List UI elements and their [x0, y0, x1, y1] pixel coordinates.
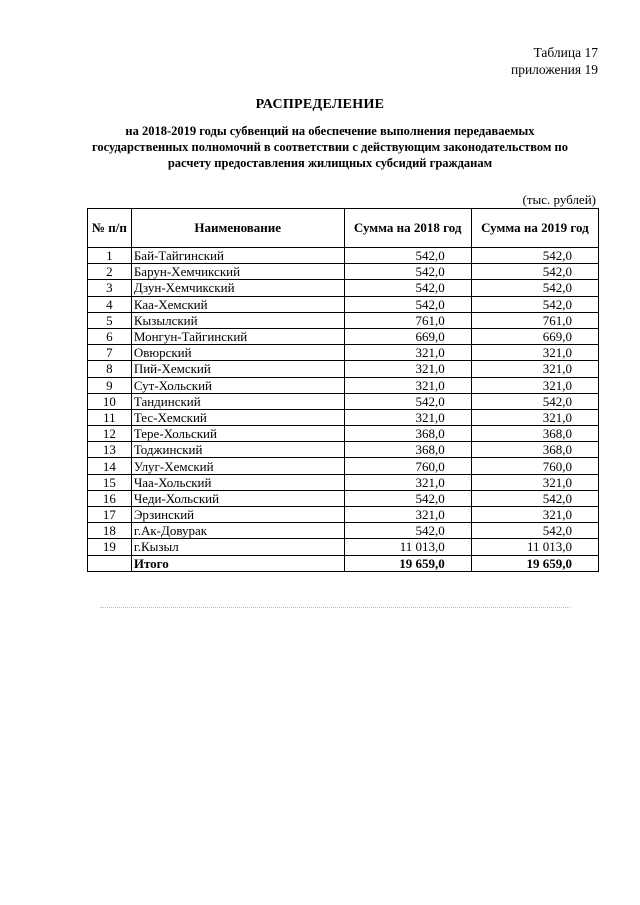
table-row — [88, 442, 599, 458]
row-amount-2018: 321,0 — [344, 409, 471, 425]
row-name: Монгун-Тайгинский — [131, 328, 344, 344]
row-name: Улуг-Хемский — [131, 458, 344, 474]
row-amount-2018: 321,0 — [344, 474, 471, 490]
row-num: 19 — [88, 539, 132, 555]
row-num: 8 — [88, 361, 132, 377]
table-row — [88, 458, 599, 474]
row-amount-2018: 321,0 — [344, 345, 471, 361]
row-amount-2019: 542,0 — [471, 393, 598, 409]
row-num: 15 — [88, 474, 132, 490]
row-name: Каа-Хемский — [131, 296, 344, 312]
total-row — [88, 555, 599, 571]
row-amount-2018: 761,0 — [344, 312, 471, 328]
row-name: Тоджинский — [131, 442, 344, 458]
row-amount-2019: 761,0 — [471, 312, 598, 328]
row-num: 1 — [88, 248, 132, 264]
table-row — [88, 490, 599, 506]
row-amount-2018: 542,0 — [344, 248, 471, 264]
row-name: Тес-Хемский — [131, 409, 344, 425]
scan-artifact-divider — [100, 607, 570, 608]
row-name: Дзун-Хемчикский — [131, 280, 344, 296]
row-amount-2019: 669,0 — [471, 328, 598, 344]
row-num: 2 — [88, 264, 132, 280]
row-num: 9 — [88, 377, 132, 393]
appendix-label: приложения 19 — [510, 62, 598, 77]
document-title: РАСПРЕДЕЛЕНИЕ — [255, 97, 385, 112]
table-row — [88, 409, 599, 425]
row-num: 16 — [88, 490, 132, 506]
row-amount-2019: 321,0 — [471, 474, 598, 490]
total-num — [88, 555, 132, 571]
units-label: (тыс. рублей) — [522, 192, 596, 207]
header-name: Наименование — [131, 209, 344, 248]
table-row — [88, 361, 599, 377]
table-row — [88, 328, 599, 344]
distribution-table — [87, 208, 599, 572]
row-num: 18 — [88, 523, 132, 539]
table-row — [88, 393, 599, 409]
row-num: 6 — [88, 328, 132, 344]
table-row — [88, 539, 599, 555]
row-amount-2018: 760,0 — [344, 458, 471, 474]
table-row — [88, 377, 599, 393]
row-amount-2019: 11 013,0 — [471, 539, 598, 555]
table-row — [88, 474, 599, 490]
row-num: 12 — [88, 426, 132, 442]
row-name: Чеди-Хольский — [131, 490, 344, 506]
row-name: Кызылский — [131, 312, 344, 328]
table-row — [88, 280, 599, 296]
row-name: г.Ак-Довурак — [131, 523, 344, 539]
row-amount-2018: 11 013,0 — [344, 539, 471, 555]
row-name: Бай-Тайгинский — [131, 248, 344, 264]
row-amount-2018: 669,0 — [344, 328, 471, 344]
row-num: 10 — [88, 393, 132, 409]
table-row — [88, 248, 599, 264]
row-amount-2018: 542,0 — [344, 296, 471, 312]
row-num: 7 — [88, 345, 132, 361]
row-num: 3 — [88, 280, 132, 296]
row-amount-2019: 542,0 — [471, 296, 598, 312]
row-name: Тандинский — [131, 393, 344, 409]
row-name: Пий-Хемский — [131, 361, 344, 377]
row-amount-2018: 542,0 — [344, 490, 471, 506]
table-row — [88, 264, 599, 280]
table-label: Таблица 17 — [533, 45, 598, 60]
row-amount-2018: 321,0 — [344, 507, 471, 523]
header-2018: Сумма на 2018 год — [344, 209, 471, 248]
row-amount-2018: 321,0 — [344, 377, 471, 393]
row-amount-2018: 542,0 — [344, 393, 471, 409]
total-2019: 19 659,0 — [471, 555, 598, 571]
table-row — [88, 426, 599, 442]
row-amount-2019: 321,0 — [471, 409, 598, 425]
row-amount-2018: 542,0 — [344, 523, 471, 539]
row-amount-2018: 368,0 — [344, 426, 471, 442]
row-amount-2019: 542,0 — [471, 264, 598, 280]
table-row — [88, 312, 599, 328]
table-row — [88, 296, 599, 312]
row-amount-2018: 321,0 — [344, 361, 471, 377]
row-amount-2019: 321,0 — [471, 361, 598, 377]
row-amount-2018: 542,0 — [344, 280, 471, 296]
row-name: Чаа-Хольский — [131, 474, 344, 490]
table-row — [88, 507, 599, 523]
document-subtitle: на 2018-2019 годы субвенций на обеспечение выполнения передаваемых государственных полномочий в соответствии с действующим законодательством по расчету предоставления жилищных субсидий гражданам — [92, 124, 568, 170]
row-name: Сут-Хольский — [131, 377, 344, 393]
total-label: Итого — [131, 555, 344, 571]
row-amount-2019: 542,0 — [471, 248, 598, 264]
row-name: Овюрский — [131, 345, 344, 361]
table-header-row — [88, 209, 599, 248]
row-amount-2019: 368,0 — [471, 426, 598, 442]
row-amount-2019: 368,0 — [471, 442, 598, 458]
row-num: 17 — [88, 507, 132, 523]
row-amount-2019: 542,0 — [471, 280, 598, 296]
row-amount-2019: 321,0 — [471, 507, 598, 523]
row-name: Тере-Хольский — [131, 426, 344, 442]
row-amount-2018: 368,0 — [344, 442, 471, 458]
total-2018: 19 659,0 — [344, 555, 471, 571]
row-num: 5 — [88, 312, 132, 328]
table-row — [88, 523, 599, 539]
row-amount-2019: 542,0 — [471, 490, 598, 506]
row-name: Барун-Хемчикский — [131, 264, 344, 280]
row-amount-2018: 542,0 — [344, 264, 471, 280]
row-num: 13 — [88, 442, 132, 458]
row-num: 14 — [88, 458, 132, 474]
row-name: г.Кызыл — [131, 539, 344, 555]
row-amount-2019: 321,0 — [471, 345, 598, 361]
header-2019: Сумма на 2019 год — [471, 209, 598, 248]
row-name: Эрзинский — [131, 507, 344, 523]
document-reference — [511, 44, 598, 78]
table-row — [88, 345, 599, 361]
header-num: № п/п — [88, 209, 132, 248]
row-num: 11 — [88, 409, 132, 425]
row-amount-2019: 760,0 — [471, 458, 598, 474]
row-amount-2019: 542,0 — [471, 523, 598, 539]
row-num: 4 — [88, 296, 132, 312]
row-amount-2019: 321,0 — [471, 377, 598, 393]
